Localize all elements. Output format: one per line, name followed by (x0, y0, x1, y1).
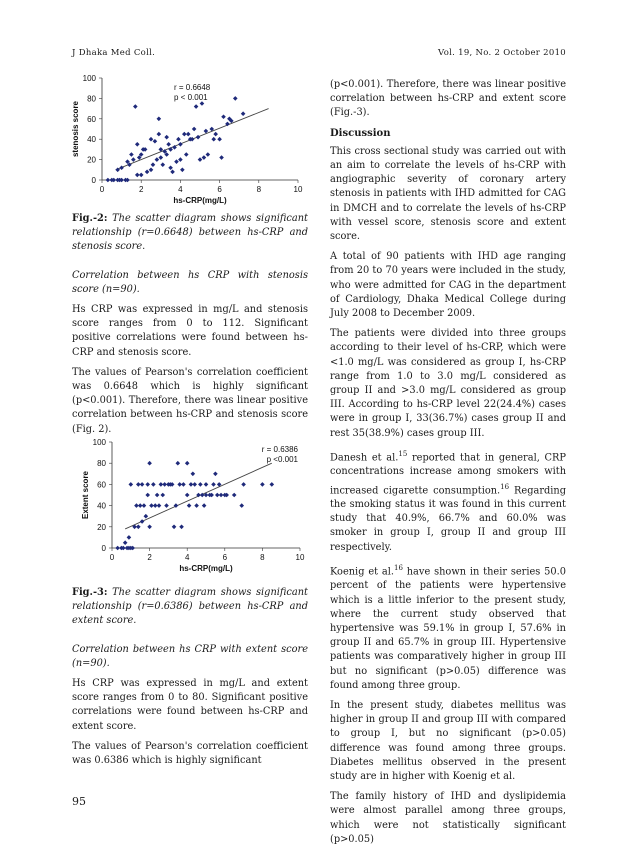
data-point (202, 503, 207, 508)
data-point (157, 132, 162, 137)
y-tick-label: 100 (92, 438, 106, 447)
data-point (145, 482, 150, 487)
data-point (185, 493, 190, 498)
data-point (142, 503, 147, 508)
y-tick-label: 40 (97, 501, 106, 511)
data-point (172, 525, 177, 530)
data-point (135, 142, 140, 147)
data-point (196, 135, 201, 140)
correlation-annotation: p < 0.001 (174, 93, 208, 102)
data-point (168, 165, 173, 170)
x-tick-label: 4 (184, 553, 190, 562)
data-point (147, 461, 152, 466)
figure-2-caption (72, 212, 308, 255)
data-point (213, 132, 218, 137)
right-column (330, 78, 566, 853)
correlation-annotation: r = 0.6386 (261, 445, 298, 454)
data-point (204, 482, 209, 487)
section-extent-title: Correlation between hs CRP with extent score (n=90). (72, 643, 308, 669)
extent-scatter-plot (72, 432, 308, 580)
y-axis-label: stenosis score (71, 100, 80, 158)
data-point (260, 482, 265, 487)
data-point (176, 461, 181, 466)
data-point (180, 168, 185, 173)
data-point (233, 96, 238, 101)
data-point (219, 155, 224, 160)
data-point (192, 127, 197, 132)
section-stenosis-para-2: The values of Pearson's correlation coefficient was 0.6648 which is highly significant (p<0.001). Therefore, there was linear positive correlation between hs-CRP and stenosis score (Fig. 2). (72, 366, 308, 435)
data-point (164, 135, 169, 140)
data-point (211, 482, 216, 487)
x-axis-label: hs-CRP(mg/L) (173, 196, 227, 205)
y-tick-label: 0 (91, 176, 96, 185)
data-point (217, 137, 222, 142)
data-point (168, 147, 173, 152)
y-tick-label: 80 (87, 94, 96, 104)
y-tick-label: 60 (97, 480, 106, 490)
y-tick-label: 20 (87, 155, 96, 165)
right-para-7: The family history of IHD and dyslipidemia were almost parallel among three groups, which were not statistically significant (p>0.05) (330, 791, 566, 845)
data-point (239, 503, 244, 508)
section-extent-para-2: The values of Pearson's correlation coefficient was 0.6386 which is highly significant (72, 740, 308, 767)
section-stenosis-title: Correlation between hs CRP with stenosis score (n=90). (72, 269, 308, 295)
figure-3-chart (72, 432, 308, 580)
figure-2-label: Fig.-2: (72, 213, 108, 224)
x-axis-label: hs-CRP(mg/L) (179, 564, 233, 573)
data-point (174, 159, 179, 164)
data-point (131, 157, 136, 162)
data-point (147, 525, 152, 530)
citation-16b: 16 (393, 563, 403, 572)
data-point (176, 137, 181, 142)
citation-16: 16 (500, 482, 510, 491)
data-point (123, 540, 128, 545)
data-point (170, 170, 175, 175)
data-point (221, 114, 226, 119)
left-column-upper (72, 212, 308, 443)
data-point (159, 155, 164, 160)
data-point (151, 162, 156, 167)
data-point (149, 168, 154, 173)
data-point (213, 472, 218, 477)
data-point (211, 137, 216, 142)
right-para-2: A total of 90 patients with IHD age ranging from 20 to 70 years were included in the study, who were admitted for CAG in the department of Cardiology, Dhaka Medical College during July 2008 to December 2009. (330, 251, 566, 320)
x-tick-label: 2 (138, 185, 144, 194)
data-point (194, 503, 199, 508)
right-para-4 (330, 447, 566, 555)
data-point (179, 525, 184, 530)
data-point (127, 535, 132, 540)
section-stenosis-para-1: Hs CRP was expressed in mg/L and stenosis score ranges from 0 to 112. Significant positive correlations were found between hs-CRP and stenosis score. (72, 304, 308, 358)
data-point (178, 142, 183, 147)
data-point (241, 111, 246, 116)
data-point (136, 525, 141, 530)
data-point (198, 482, 203, 487)
data-point (164, 503, 169, 508)
figure-3-caption (72, 586, 308, 629)
y-tick-label: 60 (87, 114, 96, 124)
figure-3-caption-text: The scatter diagram shows significant relationship (r=0.6386) between hs-CRP and extent score. (72, 587, 308, 627)
page-number: 95 (72, 795, 86, 808)
data-point (136, 482, 141, 487)
data-point (157, 117, 162, 122)
discussion-heading: Discussion (330, 127, 391, 139)
data-point (157, 503, 162, 508)
data-point (140, 519, 145, 524)
citation-15: 15 (398, 449, 408, 458)
x-tick-label: 10 (295, 553, 305, 562)
data-point (129, 482, 134, 487)
data-point (186, 132, 191, 137)
data-point (155, 157, 160, 162)
x-tick-label: 2 (147, 553, 152, 562)
correlation-annotation: r = 0.6648 (174, 83, 211, 92)
journal-volume: Vol. 19, No. 2 October 2010 (438, 48, 566, 58)
right-para-6: In the present study, diabetes mellitus was higher in group II and group III with compared to group I, but no significant (p>0.05) difference was found among three groups. Diabetes mellitus observed in the present study are in higher with Koenig et al. (330, 699, 566, 782)
data-point (192, 482, 197, 487)
y-tick-label: 80 (97, 459, 106, 469)
data-point (198, 157, 203, 162)
data-point (241, 482, 246, 487)
data-point (160, 493, 165, 498)
y-tick-label: 40 (87, 135, 96, 145)
p5-text-a: Koenig et al. (330, 566, 394, 578)
data-point (119, 165, 124, 170)
y-tick-label: 20 (97, 522, 106, 532)
figure-2-caption-text: The scatter diagram shows significant relationship (r=0.6648) between hs-CRP and stenosis score. (72, 213, 308, 253)
data-point (149, 137, 154, 142)
data-point (106, 178, 111, 183)
data-point (153, 139, 158, 144)
y-axis-label: Extent score (81, 470, 90, 520)
x-tick-label: 0 (99, 185, 105, 194)
data-point (139, 173, 144, 178)
p5-text-b: have shown in their series 50.0 percent of the patients were hypertensive which is a little inferior to the present study, where the current study observed that hypertensive was 59.1% in group I, 57.6% in group II and 65.7% in group III. Hypertensive patients was comparatively higher in group III but no significant (p>0.05) difference was found among three group. (330, 566, 566, 691)
data-point (145, 170, 150, 175)
data-point (133, 104, 138, 109)
stenosis-scatter-plot (72, 70, 308, 210)
data-point (182, 132, 187, 137)
figure-2-chart (72, 70, 308, 210)
data-point (151, 482, 156, 487)
left-column-lower (72, 586, 308, 774)
data-point (145, 493, 150, 498)
data-point (206, 152, 211, 157)
right-para-3: The patients were divided into three groups according to their level of hs-CRP, which were <1.0 mg/L was considered as group I, hs-CRP range from 1.0 to 3.0 mg/L considered as group II and >3.0 mg/L considered as group III. According to hs-CRP level 22(24.4%) cases were in group I, 33(36.7%) cases group II and rest 35(38.9%) cases group III. (330, 328, 566, 439)
figure-3-label: Fig.-3: (72, 587, 108, 598)
x-tick-label: 6 (222, 553, 228, 562)
data-point (160, 162, 165, 167)
data-point (194, 104, 199, 109)
section-extent-para-1: Hs CRP was expressed in mg/L and extent score ranges from 0 to 80. Significant positive correlations were found between hs-CRP and extent score. (72, 678, 308, 732)
data-point (155, 493, 160, 498)
x-tick-label: 10 (293, 185, 303, 194)
p4-text-c: Regarding the smoking status it was found in this current study that 40.9%, 66.7% and 60.0% was smoker in group I, group II and group III respectively. (330, 484, 566, 553)
journal-name: J Dhaka Med Coll. (72, 48, 156, 58)
p4-text-b: reported that in general, CRP concentrations increase among smokers with increased cigarette consumption. (330, 452, 566, 496)
right-para-0: (p<0.001). Therefore, there was linear positive correlation between hs-CRP and extent score (Fig.-3). (330, 79, 566, 119)
right-para-5 (330, 561, 566, 693)
x-tick-label: 0 (109, 553, 115, 562)
data-point (191, 472, 196, 477)
data-point (166, 142, 171, 147)
data-point (184, 152, 189, 157)
data-point (232, 493, 237, 498)
data-point (181, 482, 186, 487)
data-point (129, 152, 134, 157)
p4-text-a: Danesh et al. (330, 452, 399, 464)
right-para-1: This cross sectional study was carried out with an aim to correlate the levels of hs-CRP with angiographic severity of coronary artery stenosis in patients with IHD admitted for CAG in DMCH and to correlate the levels of hs-CRP with vessel score, stenosis score and extent score. (330, 145, 566, 243)
data-point (144, 514, 149, 519)
data-point (178, 157, 183, 162)
x-tick-label: 6 (217, 185, 222, 194)
x-tick-label: 8 (260, 553, 265, 562)
data-point (202, 155, 207, 160)
data-point (270, 482, 275, 487)
x-tick-label: 4 (178, 185, 183, 194)
data-point (159, 482, 164, 487)
correlation-annotation: p <0.001 (266, 455, 298, 464)
data-point (185, 461, 190, 466)
data-point (135, 173, 140, 178)
y-tick-label: 100 (82, 74, 96, 83)
x-tick-label: 8 (256, 185, 262, 194)
data-point (187, 503, 192, 508)
y-tick-label: 0 (101, 544, 106, 553)
